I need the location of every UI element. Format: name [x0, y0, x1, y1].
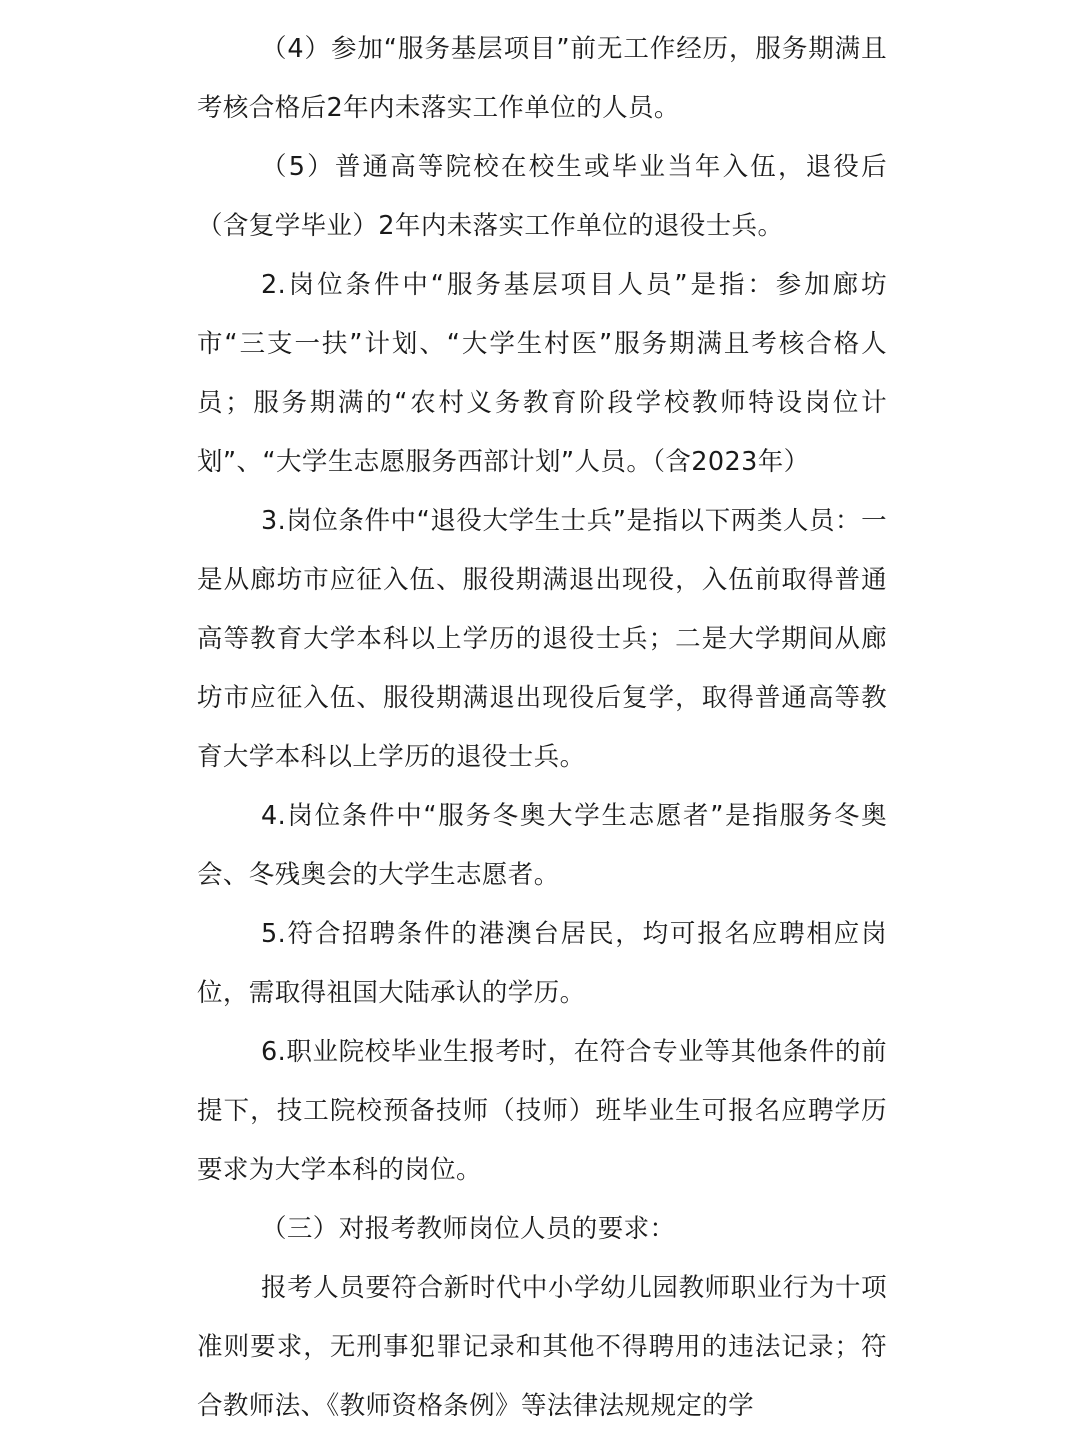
paragraph-veteran-definition: 3.岗位条件中“退役大学生士兵”是指以下两类人员：一是从廊坊市应征入伍、服役期满退出现役，入伍前取得普通高等教育大学本科以上学历的退役士兵；二是大学期间从廊坊市应征入伍、服役期满退出现役后复学，取得普通高等教育大学本科以上学历的退役士兵。 — [197, 506, 887, 772]
paragraph-hk-macao-taiwan: 5.符合招聘条件的港澳台居民，均可报名应聘相应岗位，需取得祖国大陆承认的学历。 — [197, 919, 887, 1008]
paragraph-item-5: （5）普通高等院校在校生或毕业当年入伍，退役后（含复学毕业）2年内未落实工作单位的退役士兵。 — [197, 152, 887, 241]
paragraph-teacher-requirements: 报考人员要符合新时代中小学幼儿园教师职业行为十项准则要求，无刑事犯罪记录和其他不得聘用的违法记录；符合教师法、《教师资格条例》等法律法规规定的学 — [197, 1273, 887, 1421]
paragraph-winter-olympics-volunteer: 4.岗位条件中“服务冬奥大学生志愿者”是指服务冬奥会、冬残奥会的大学生志愿者。 — [197, 801, 887, 890]
paragraph-item-4: （4）参加“服务基层项目”前无工作经历，服务期满且考核合格后2年内未落实工作单位的人员。 — [197, 34, 887, 123]
section-heading-teacher-requirements: （三）对报考教师岗位人员的要求： — [261, 1214, 676, 1244]
document-body — [197, 20, 887, 1436]
paragraph-vocational-graduates: 6.职业院校毕业生报考时，在符合专业等其他条件的前提下，技工院校预备技师（技师）班毕业生可报名应聘学历要求为大学本科的岗位。 — [197, 1037, 887, 1185]
paragraph-service-project-definition: 2.岗位条件中“服务基层项目人员”是指：参加廊坊市“三支一扶”计划、“大学生村医”服务期满且考核合格人员；服务期满的“农村义务教育阶段学校教师特设岗位计划”、“大学生志愿服务西部计划”人员。（含2023年） — [197, 270, 887, 477]
